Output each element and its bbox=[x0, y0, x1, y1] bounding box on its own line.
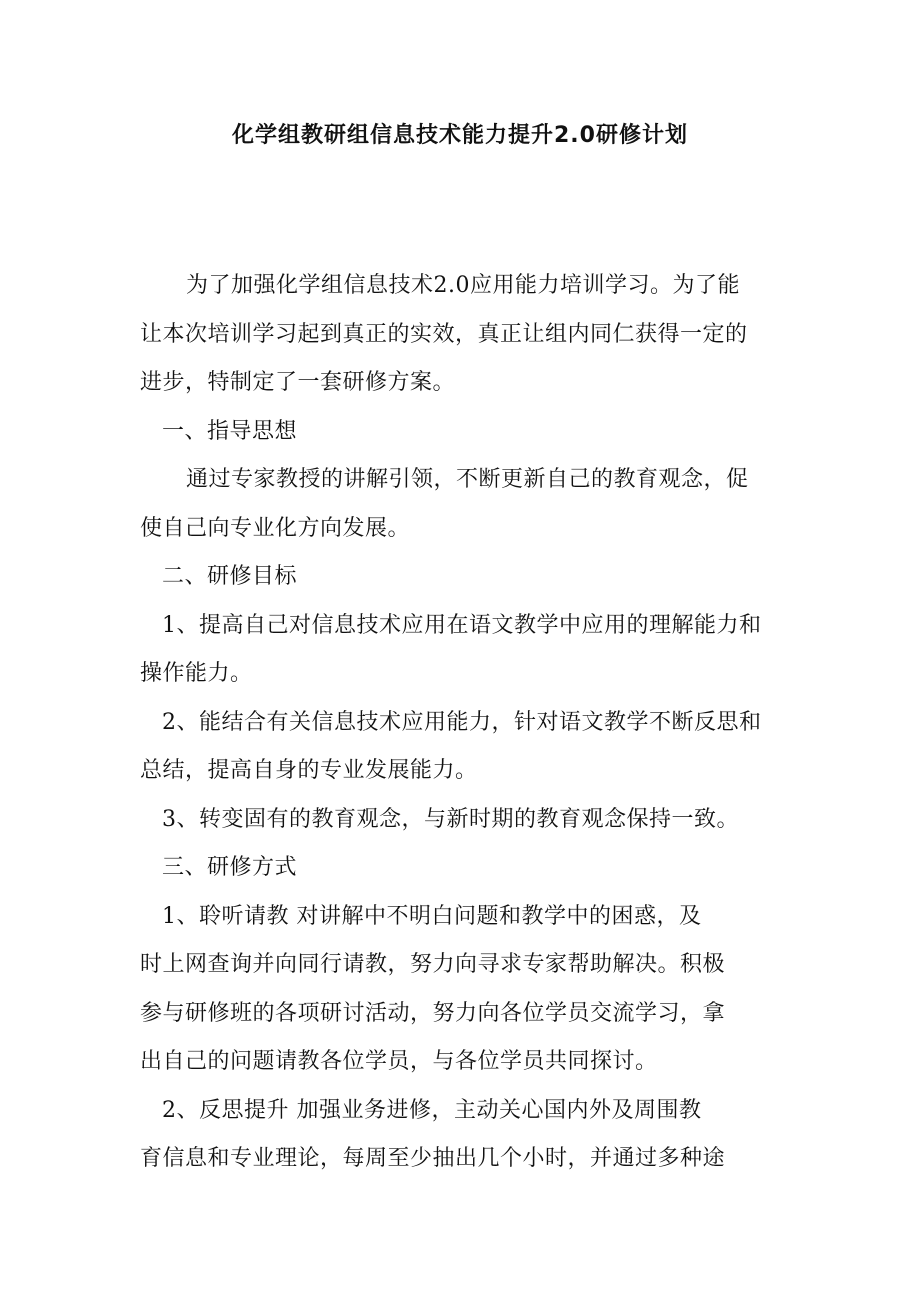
list-item: 2、能结合有关信息技术应用能力，针对语文教学不断反思和 bbox=[162, 709, 762, 735]
list-item: 1、提高自己对信息技术应用在语文教学中应用的理解能力和 bbox=[162, 612, 762, 638]
list-item: 3、转变固有的教育观念，与新时期的教育观念保持一致。 bbox=[162, 806, 739, 832]
body-line: 出自己的问题请教各位学员，与各位学员共同探讨。 bbox=[140, 1049, 658, 1074]
body-line: 通过专家教授的讲解引领，不断更新自己的教育观念，促 bbox=[186, 467, 749, 492]
document-title: 化学组教研组信息技术能力提升2.0研修计划 bbox=[232, 123, 688, 148]
body-line: 育信息和专业理论，每周至少抽出几个小时，并通过多种途 bbox=[140, 1146, 726, 1171]
section-heading: 三、研修方式 bbox=[162, 855, 298, 880]
document-body bbox=[140, 262, 780, 1184]
body-line: 为了加强化学组信息技术2.0应用能力培训学习。为了能 bbox=[186, 273, 740, 298]
list-item: 2、反思提升 加强业务进修，主动关心国内外及周围教 bbox=[162, 1097, 702, 1123]
body-line: 操作能力。 bbox=[140, 661, 253, 686]
section-heading: 一、指导思想 bbox=[162, 418, 298, 444]
body-line: 时上网查询并向同行请教，努力向寻求专家帮助解决。积极 bbox=[140, 952, 726, 977]
section-heading: 二、研修目标 bbox=[162, 564, 298, 589]
body-line: 总结，提高自身的专业发展能力。 bbox=[140, 758, 478, 783]
body-line: 让本次培训学习起到真正的实效，真正让组内同仁获得一定的 bbox=[140, 321, 748, 347]
body-line: 参与研修班的各项研讨活动，努力向各位学员交流学习，拿 bbox=[140, 1000, 726, 1026]
body-line: 使自己向专业化方向发展。 bbox=[140, 515, 411, 541]
list-item: 1、聆听请教 对讲解中不明白问题和教学中的困惑，及 bbox=[162, 903, 702, 929]
body-line: 进步，特制定了一套研修方案。 bbox=[140, 370, 456, 395]
